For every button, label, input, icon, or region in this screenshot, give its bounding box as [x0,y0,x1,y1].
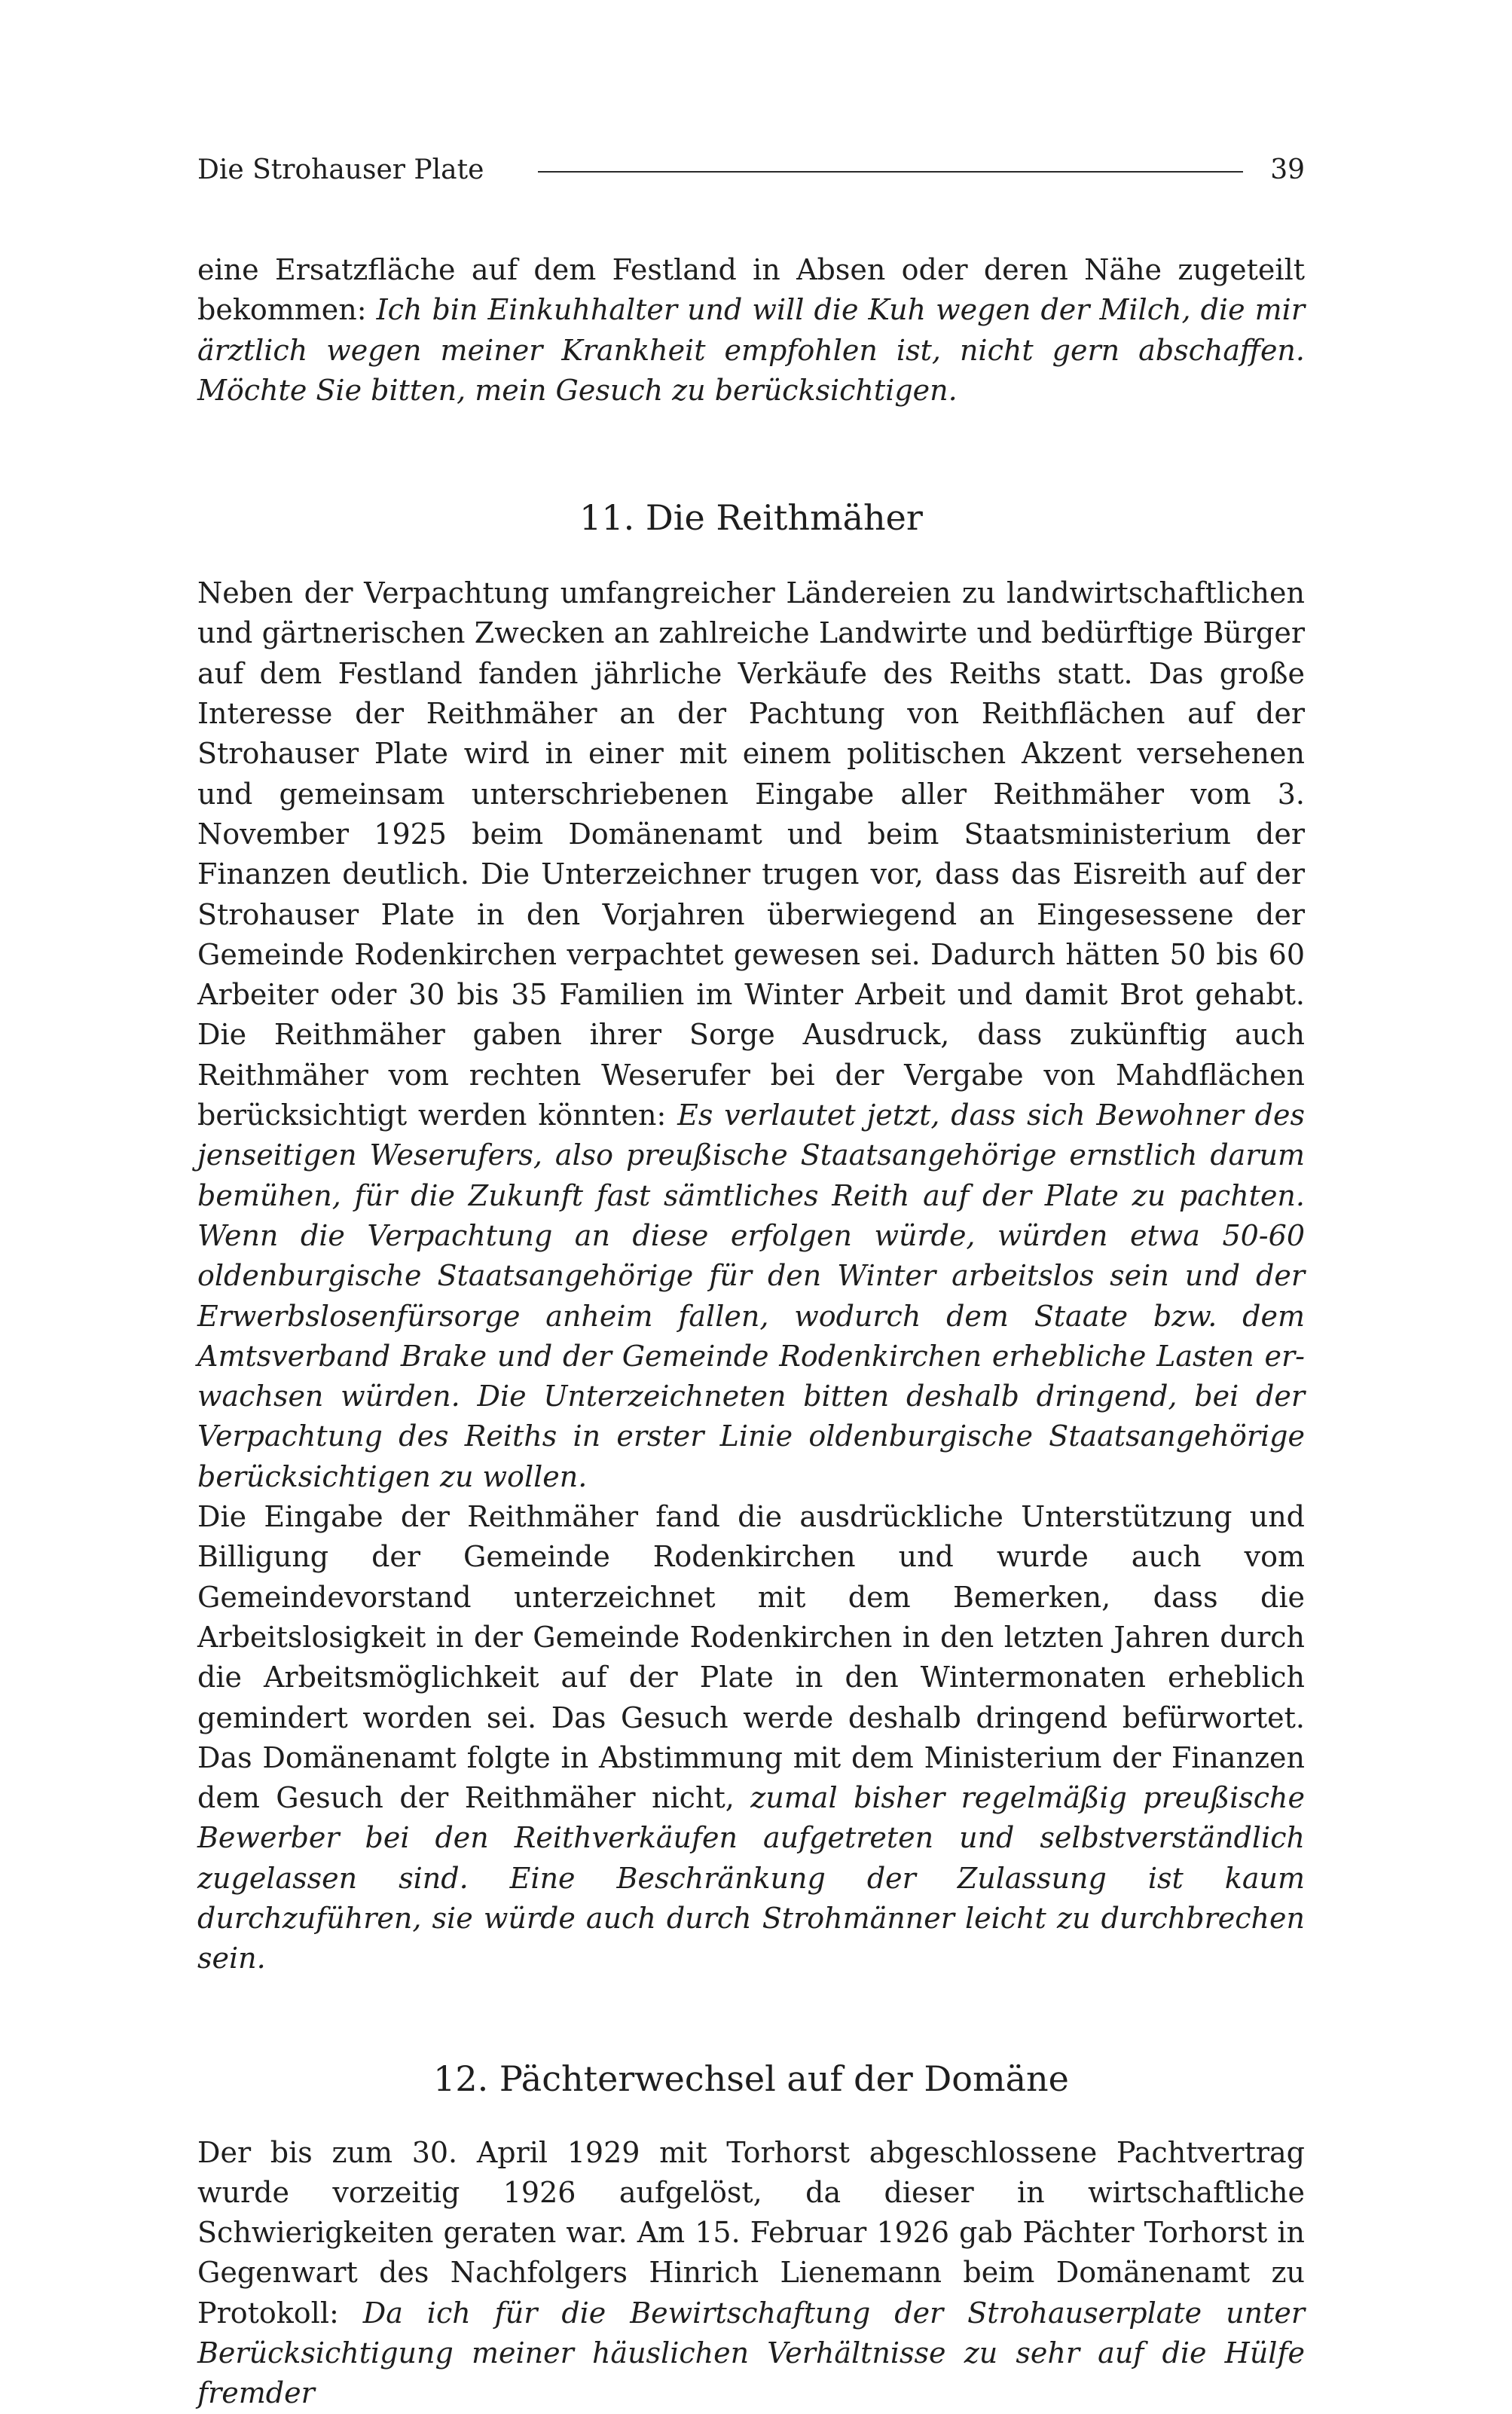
book-page [197,148,1305,2414]
paragraph-4-quote: Da ich für die Bewirtschaftung der Strohauserplate unter Berücksichtigung meiner häuslichen Verhältnisse zu sehr auf die Hülfe fremder [197,2296,1305,2410]
page-number: 39 [1270,154,1305,185]
paragraph-2 [197,573,1305,1497]
paragraph-2-quote: Es verlautet jetzt, dass sich Bewohner des jenseitigen Weserufers, also preußische Staatsangehörige ernstlich darum bemühen, für die Zukunft fast sämtliches Reith auf der Plate zu pachten. Wenn die Verpachtung an diese erfolgen würde, würden etwa 50-60 oldenburgische Staatsangehörige für den Winter arbeitslos sein und der Erwerbslosenfürsorge anheim fallen, wodurch dem Staate bzw. dem Amtsverband Brake und der Gemeinde Rodenkirchen erhebliche Lasten erwachsen würden. Die Unterzeichneten bitten deshalb dringend, bei der Verpachtung des Reiths in erster Linie oldenburgische Staatsangehörige berücksichtigen zu wollen. [197,1099,1305,1493]
paragraph-3 [197,1497,1305,1979]
running-head [197,148,1305,193]
paragraph-1-text: eine Ersatzfläche auf dem Festland in Absen oder deren Nähe zugeteilt bekommen: [197,253,1305,327]
running-head-rule [538,171,1243,173]
section-12-heading: 12. Pächterwechsel auf der Domäne [433,2058,1069,2099]
paragraph-3-text: Die Eingabe der Reithmäher fand die ausdrückliche Unterstützung und Billigung der Gemeinde Rodenkirchen und wurde auch vom Gemeindevorstand unterzeichnet mit dem Bemerken, dass die Arbeitslosigkeit in der Gemeinde Rodenkirchen in den letzten Jahren durch die Arbeitsmöglichkeit auf der Plate in den Wintermonaten erheblich gemindert worden sei. Das Gesuch werde deshalb dringend befürwortet. Das Domänenamt folgte in Abstimmung mit dem Ministerium der Finanzen dem Gesuch der Reithmäher nicht, [197,1500,1305,1815]
paragraph-4 [197,2133,1305,2414]
body-text [197,250,1305,2414]
paragraph-1-quote: Ich bin Einkuhhalter und will die Kuh wegen der Milch, die mir ärztlich wegen meiner Krankheit empfohlen ist, nicht gern abschaffen. Möchte Sie bitten, mein Gesuch zu berücksichtigen. [197,293,1305,407]
paragraph-1 [197,250,1305,411]
running-head-title: Die Strohauser Plate [197,154,484,185]
paragraph-4-text: Der bis zum 30. April 1929 mit Torhorst abgeschlossene Pachtvertrag wurde vorzeitig 1926 aufgelöst, da dieser in wirtschaftliche Schwierigkeiten geraten war. Am 15. Februar 1926 gab Pächter Torhorst in Gegenwart des Nachfolgers Hinrich Lienemann beim Domänenamt zu Protokoll: [197,2135,1305,2330]
section-11-heading: 11. Die Reithmäher [579,497,923,539]
paragraph-3-quote: zumal bisher regelmäßig preußische Bewerber bei den Reithverkäufen aufgetreten und selbstverständlich zugelassen sind. Eine Beschränkung der Zulassung ist kaum durchzuführen, sie würde auch durch Strohmänner leicht zu durchbrechen sein. [197,1781,1305,1976]
paragraph-2-text: Neben der Verpachtung umfangreicher Ländereien zu landwirtschaftlichen und gärtnerischen Zwecken an zahlreiche Landwirte und bedürftige Bürger auf dem Festland fanden jährliche Verkäufe des Reiths statt. Das große Interesse der Reithmäher an der Pachtung von Reithflächen auf der Strohauser Plate wird in einer mit einem politischen Akzent versehenen und gemeinsam unterschriebenen Eingabe aller Reithmäher vom 3. November 1925 beim Domänenamt und beim Staatsministerium der Finanzen deutlich. Die Unterzeichner trugen vor, dass das Eisreith auf der Strohauser Plate in den Vorjahren überwiegend an Eingesessene der Gemeinde Rodenkirchen verpachtet gewesen sei. Dadurch hätten 50 bis 60 Arbeiter oder 30 bis 35 Familien im Winter Arbeit und damit Brot gehabt. Die Reithmäher gaben ihrer Sorge Ausdruck, dass zukünftig auch Reithmäher vom rechten Weserufer bei der Vergabe von Mahdflächen berücksichtigt werden könnten: [197,576,1305,1132]
